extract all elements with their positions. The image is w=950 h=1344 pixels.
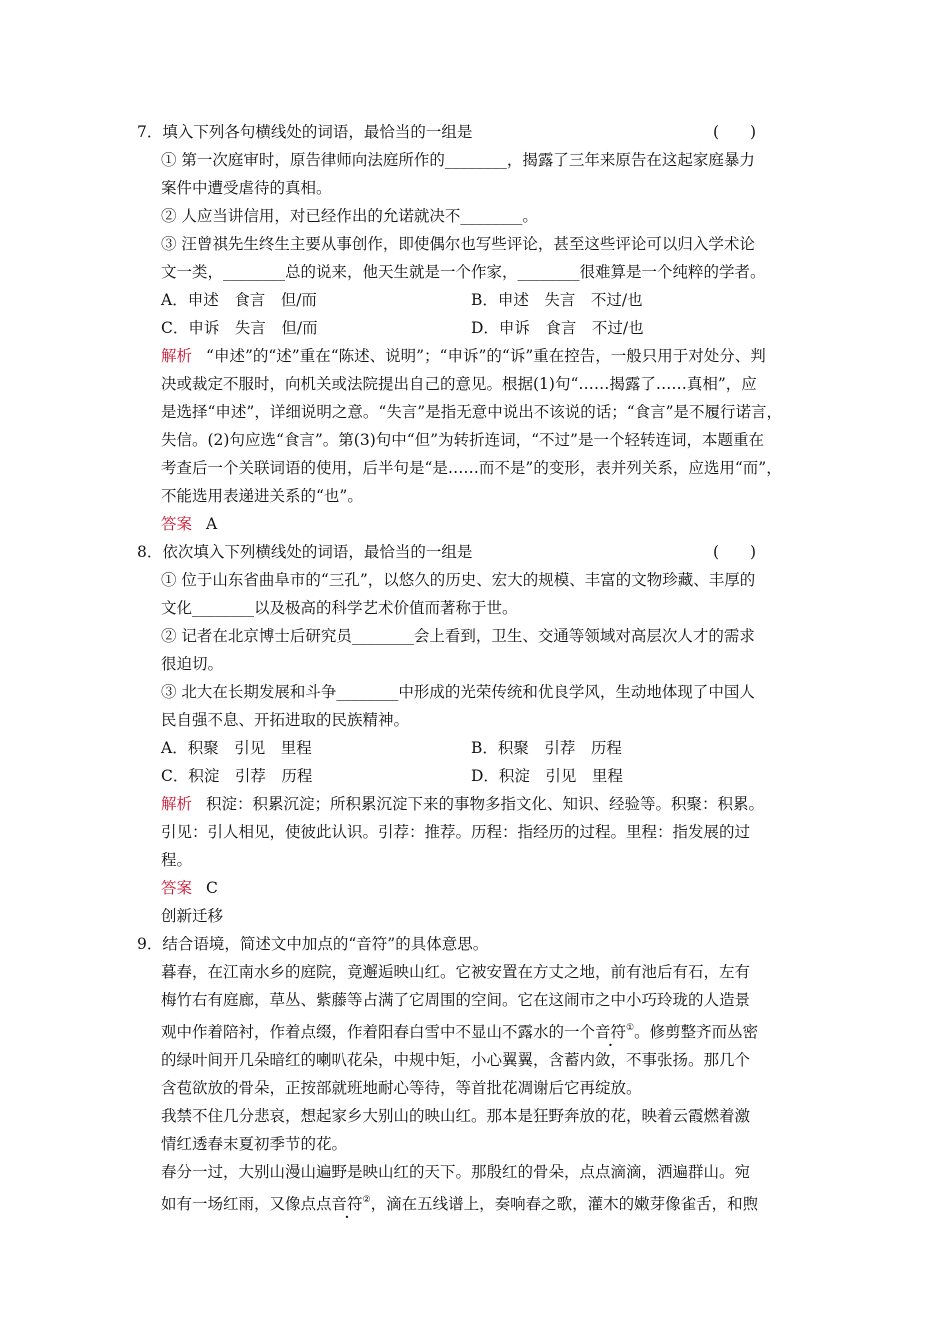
section-heading: 创新迁移: [161, 907, 224, 925]
q8-option-a: A．积聚 引见 里程: [161, 739, 312, 757]
q7-analysis-label: 解析: [161, 347, 193, 365]
q8-stem: 8．依次填入下列横线处的词语，最恰当的一组是: [137, 543, 473, 561]
q9-passage-line: 春分一过，大别山漫山遍野是映山红的天下。那殷红的骨朵，点点滴滴，洒遍群山。宛: [161, 1163, 751, 1181]
q7-option-c: C．申诉 失言 但/而: [161, 319, 318, 337]
q8-line: ③ 北大在长期发展和斗争________中形成的光荣传统和优良学风，生动地体现了中国人: [161, 683, 755, 701]
q7-option-b: B．申述 失言 不过/也: [471, 291, 643, 309]
q8-line: 很迫切。: [161, 655, 224, 673]
q7-analysis-line: 是选择“申述”，详细说明之意。“失言”是指无意中说出不该说的话；“食言”是不履行诺言，: [161, 403, 783, 421]
q8-line: 民自强不息、开拓进取的民族精神。: [161, 711, 410, 729]
q8-analysis-line: 引见：引人相见，使彼此认识。引荐：推荐。历程：指经历的过程。里程：指发展的过: [161, 823, 751, 841]
footnote-mark: ①: [626, 1023, 635, 1033]
q8-analysis-line: 解析 积淀：积累沉淀；所积累沉淀下来的事物多指文化、知识、经验等。积聚：积累。: [161, 795, 765, 813]
q7-stem: 7．填入下列各句横线处的词语，最恰当的一组是: [137, 123, 473, 141]
dotted-word: 音符: [595, 1023, 627, 1041]
q7-analysis-line: 失信。(2)句应选“食言”。第(3)句中“但”为转折连词，“不过”是一个轻转连词，本题重在: [161, 431, 764, 449]
q8-answer-value: C: [206, 879, 218, 897]
q8-line: ② 记者在北京博士后研究员________会上看到，卫生、交通等领域对高层次人才的需求: [161, 627, 755, 645]
q7-line: 文一类，________总的说来，他天生就是一个作家，________很难算是一个纯粹的学者。: [161, 263, 766, 281]
q8-line: ① 位于山东省曲阜市的“三孔”，以悠久的历史、宏大的规模、丰富的文物珍藏、丰厚的: [161, 571, 756, 589]
q8-answer-label: 答案: [161, 879, 193, 897]
q7-analysis-line: 决或裁定不服时，向机关或法院提出自己的意见。根据(1)句“……揭露了……真相”，应: [161, 375, 757, 393]
q8-analysis-label: 解析: [161, 795, 193, 813]
q9-stem: 9．结合语境，简述文中加点的“音符”的具体意思。: [137, 935, 489, 953]
q7-analysis-line: 考查后一个关联词语的使用，后半句是“是……而不是”的变形，表并列关系，应选用“而”，: [161, 459, 782, 477]
q7-answer-parens: ( ): [713, 123, 757, 141]
q8-option-c: C．积淀 引荐 历程: [161, 767, 313, 785]
q9-passage-line: 的绿叶间开几朵暗红的喇叭花朵，中规中矩，小心翼翼，含蓄内敛，不事张扬。那几个: [161, 1051, 751, 1069]
q7-option-a: A．申述 食言 但/而: [161, 291, 317, 309]
q7-answer-label: 答案: [161, 515, 193, 533]
footnote-mark: ②: [362, 1195, 371, 1205]
q7-line: ② 人应当讲信用，对已经作出的允诺就决不________。: [161, 207, 538, 225]
q7-answer-value: A: [206, 515, 218, 533]
q8-option-d: D．积淀 引见 里程: [471, 767, 623, 785]
q7-line: ③ 汪曾祺先生终生主要从事创作，即使偶尔也写些评论，甚至这些评论可以归入学术论: [161, 235, 755, 253]
q9-passage-line: 我禁不住几分悲哀，想起家乡大别山的映山红。那本是狂野奔放的花，映着云霞燃着激: [161, 1107, 751, 1125]
q9-passage-line: 梅竹右有庭廊，草丛、紫藤等占满了它周围的空间。它在这闹市之中小巧玲珑的人造景: [161, 991, 751, 1009]
q9-passage-line: 情红透春末夏初季节的花。: [161, 1135, 348, 1153]
q7-option-d: D．申诉 食言 不过/也: [471, 319, 644, 337]
q7-line: ① 第一次庭审时，原告律师向法庭所作的________，揭露了三年来原告在这起家庭暴力: [161, 151, 755, 169]
q9-passage-line: 暮春，在江南水乡的庭院，竟邂逅映山红。它被安置在方丈之地，前有池后有石，左有: [161, 963, 751, 981]
q8-option-b: B．积聚 引荐 历程: [471, 739, 622, 757]
q9-passage-line: 观中作着陪衬，作着点缀，作着阳春白雪中不显山不露水的一个音符①。修剪整齐而丛密: [161, 1023, 759, 1041]
q8-answer: [161, 878, 218, 898]
q7-line: 案件中遭受虐待的真相。: [161, 179, 332, 197]
q9-passage-line: 如有一场红雨，又像点点音符②，滴在五线谱上，奏响春之歌，灌木的嫩芽像雀舌，和煦: [161, 1195, 759, 1213]
q9-passage-line: 含苞欲放的骨朵，正按部就班地耐心等待，等首批花凋谢后它再绽放。: [161, 1079, 642, 1097]
q7-analysis-line: 不能选用表递进关系的“也”。: [161, 487, 363, 505]
q8-analysis-line: 程。: [161, 851, 193, 869]
q7-analysis-line: 解析 “申述”的“述”重在“陈述、说明”；“申诉”的“诉”重在控告，一般只用于对处分、判: [161, 347, 766, 365]
q7-answer: [161, 514, 217, 534]
q8-answer-parens: ( ): [713, 543, 757, 561]
dotted-word: 音符: [331, 1195, 363, 1213]
q8-line: 文化________以及极高的科学艺术价值而著称于世。: [161, 599, 518, 617]
